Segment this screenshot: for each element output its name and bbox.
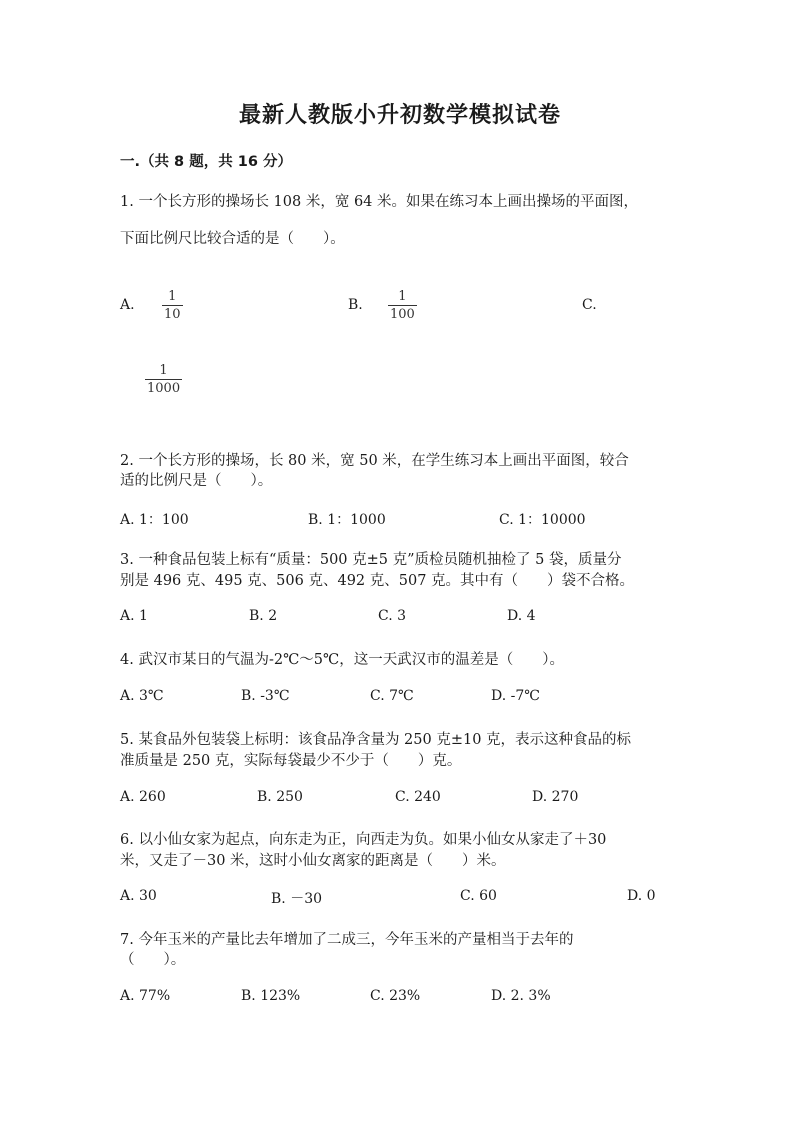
question-3-line-2: 别是 496 克、495 克、506 克、492 克、507 克。其中有（ ）袋不合格。 <box>120 573 635 589</box>
question-7-option-a: A. 77% <box>120 988 171 1004</box>
question-1-option-b-label: B. <box>348 297 363 313</box>
fraction-denominator: 100 <box>390 307 415 322</box>
question-5-line-2: 准质量是 250 克，实际每袋最少不少于（ ）克。 <box>120 753 462 769</box>
fraction-denominator: 1000 <box>147 381 181 396</box>
question-3-line-1: 3. 一种食品包装上标有“质量：500 克±5 克”质检员随机抽检了 5 袋，质量分 <box>120 552 622 568</box>
question-4-option-c: C. 7℃ <box>370 688 414 704</box>
question-5-line-1: 5. 某食品外包装袋上标明：该食品净含量为 250 克±10 克，表示这种食品的标 <box>120 732 632 748</box>
question-2-line-2: 适的比例尺是（ ）。 <box>120 473 273 489</box>
question-4-option-a: A. 3℃ <box>120 688 164 704</box>
question-5-option-b: B. 250 <box>257 789 303 805</box>
question-3-option-c: C. 3 <box>378 608 407 624</box>
question-3-option-a: A. 1 <box>120 608 148 624</box>
question-7-line-1: 7. 今年玉米的产量比去年增加了二成三，今年玉米的产量相当于去年的 <box>120 932 574 948</box>
fraction-numerator: 1 <box>398 289 407 304</box>
question-3-option-d: D. 4 <box>507 608 536 624</box>
question-1-option-a-fraction <box>162 290 183 321</box>
question-6-option-b: B. －30 <box>271 891 323 907</box>
question-7-option-d: D. 2. 3% <box>491 988 551 1004</box>
question-1-option-a-label: A. <box>120 297 135 313</box>
question-5-option-a: A. 260 <box>120 789 166 805</box>
question-1-option-b-fraction <box>388 290 417 321</box>
question-1-line-1: 1. 一个长方形的操场长 108 米，宽 64 米。如果在练习本上画出操场的平面图， <box>120 194 639 210</box>
question-6-line-2: 米，又走了－30 米，这时小仙女离家的距离是（ ）米。 <box>120 853 506 869</box>
fraction-denominator: 10 <box>164 307 181 322</box>
question-7-line-2: （ ）。 <box>120 952 186 968</box>
question-2-option-b: B. 1：1000 <box>308 512 386 528</box>
question-7-option-b: B. 123% <box>241 988 301 1004</box>
fraction-numerator: 1 <box>159 363 168 378</box>
question-2-option-a: A. 1：100 <box>120 512 189 528</box>
question-4-line-1: 4. 武汉市某日的气温为-2℃～5℃，这一天武汉市的温差是（ ）。 <box>120 652 564 668</box>
section-heading: 一.（共 8 题，共 16 分） <box>120 154 292 170</box>
question-6-line-1: 6. 以小仙女家为起点，向东走为正，向西走为负。如果小仙女从家走了＋30 <box>120 832 607 848</box>
question-2-option-c: C. 1：10000 <box>499 512 586 528</box>
page-title: 最新人教版小升初数学模拟试卷 <box>238 103 561 128</box>
question-5-option-d: D. 270 <box>532 789 579 805</box>
question-6-option-c: C. 60 <box>460 888 497 904</box>
question-6-option-a: A. 30 <box>120 888 157 904</box>
question-3-option-b: B. 2 <box>249 608 278 624</box>
question-6-option-d: D. 0 <box>627 888 656 904</box>
question-4-option-d: D. -7℃ <box>491 688 540 704</box>
question-1-line-2: 下面比例尺比较合适的是（ ）。 <box>120 231 345 247</box>
question-1-option-c-fraction <box>145 364 182 395</box>
question-1-option-c-label: C. <box>582 297 597 313</box>
question-5-option-c: C. 240 <box>395 789 441 805</box>
fraction-numerator: 1 <box>168 289 177 304</box>
question-4-option-b: B. -3℃ <box>241 688 290 704</box>
question-2-line-1: 2. 一个长方形的操场，长 80 米，宽 50 米，在学生练习本上画出平面图，较合 <box>120 453 629 469</box>
question-7-option-c: C. 23% <box>370 988 421 1004</box>
